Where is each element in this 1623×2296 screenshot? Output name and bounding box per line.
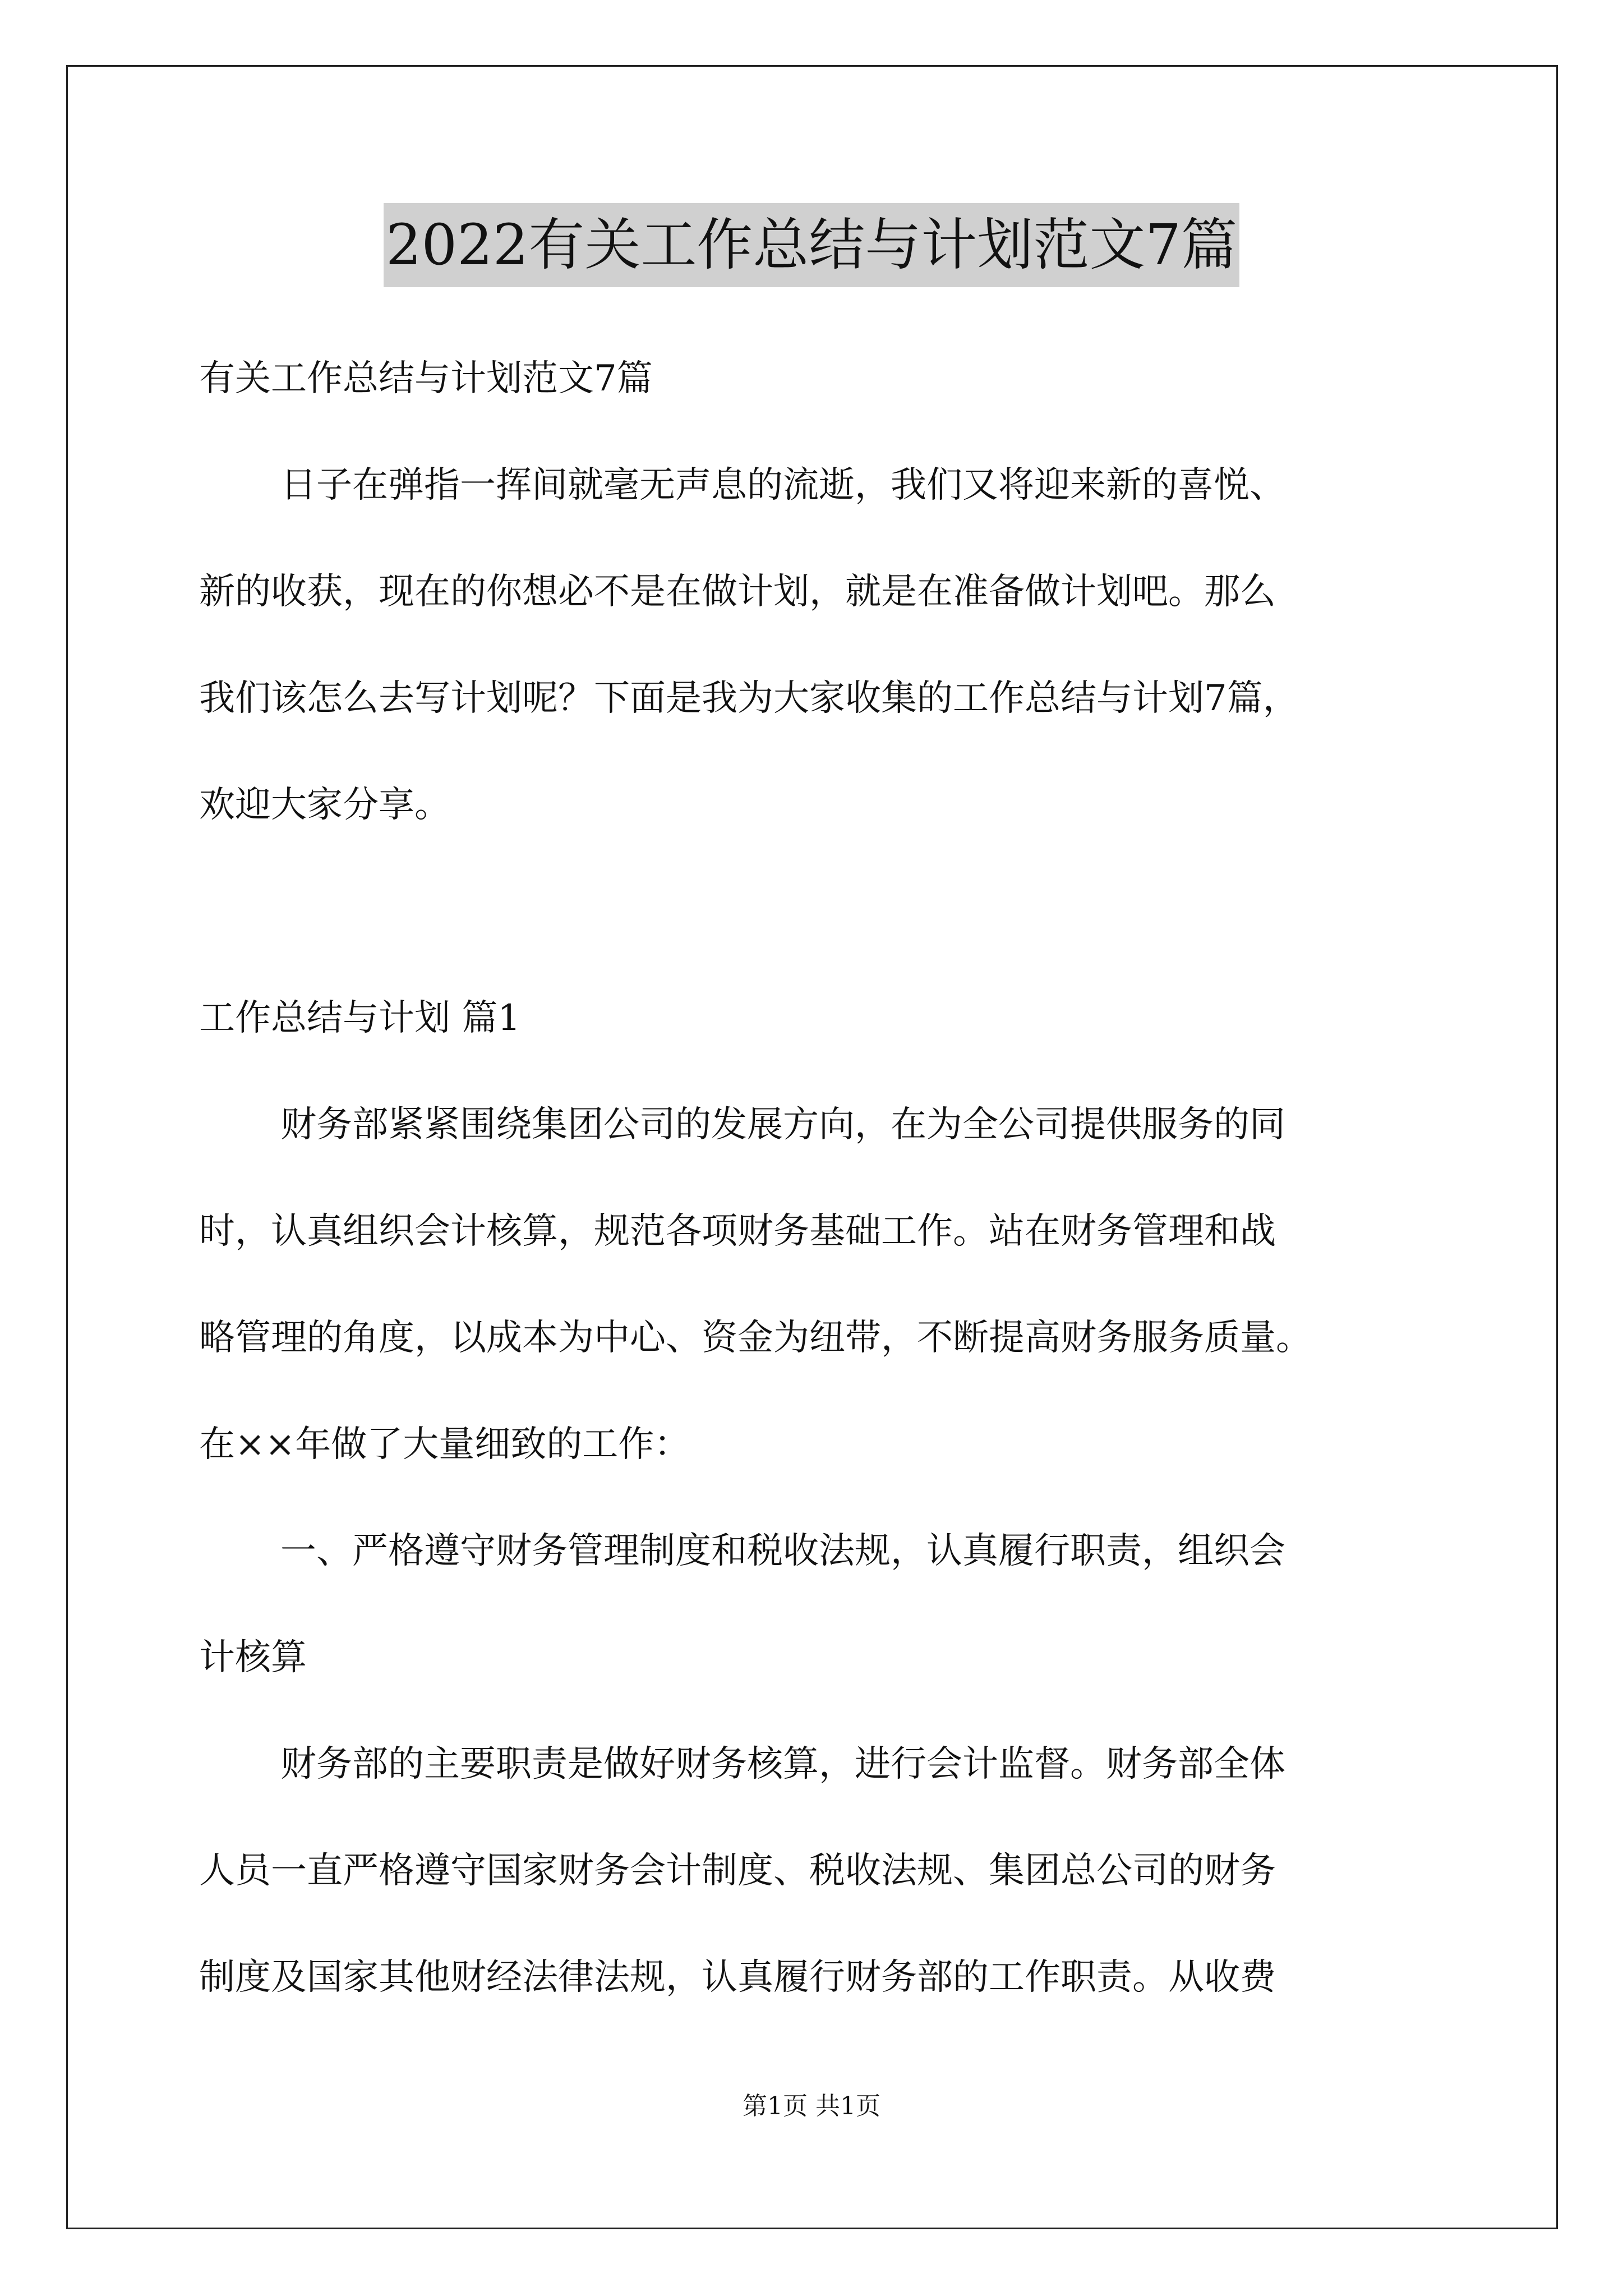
paragraph-line: 财务部的主要职责是做好财务核算，进行会计监督。财务部全体	[280, 1743, 1285, 1785]
paragraph-line: 我们该怎么去写计划呢？下面是我为大家收集的工作总结与计划7篇，	[199, 678, 1299, 719]
paragraph-line: 日子在弹指一挥间就毫无声息的流逝，我们又将迎来新的喜悦、	[280, 464, 1285, 506]
paragraph-line: 在××年做了大量细致的工作：	[199, 1424, 690, 1465]
paragraph-line: 制度及国家其他财经法律法规，认真履行财务部的工作职责。从收费	[199, 1957, 1276, 1998]
page-footer: 第1页 共1页	[743, 2092, 880, 2120]
document-title: 2022有关工作总结与计划范文7篇	[384, 203, 1239, 287]
paragraph-line: 新的收获，现在的你想必不是在做计划，就是在准备做计划吧。那么	[199, 571, 1276, 613]
paragraph-line: 时，认真组织会计核算，规范各项财务基础工作。站在财务管理和战	[199, 1211, 1276, 1252]
subtitle-line: 有关工作总结与计划范文7篇	[199, 358, 653, 399]
paragraph-line: 人员一直严格遵守国家财务会计制度、税收法规、集团总公司的财务	[199, 1850, 1276, 1892]
paragraph-line: 一、严格遵守财务管理制度和税收法规，认真履行职责，组织会	[280, 1530, 1285, 1572]
paragraph-line: 财务部紧紧围绕集团公司的发展方向，在为全公司提供服务的同	[280, 1104, 1285, 1145]
section-heading: 工作总结与计划 篇1	[199, 997, 521, 1039]
paragraph-line: 略管理的角度，以成本为中心、资金为纽带，不断提高财务服务质量。	[199, 1317, 1312, 1359]
paragraph-line: 计核算	[199, 1637, 307, 1678]
document-title-container	[0, 203, 1623, 287]
paragraph-line: 欢迎大家分享。	[199, 784, 450, 826]
